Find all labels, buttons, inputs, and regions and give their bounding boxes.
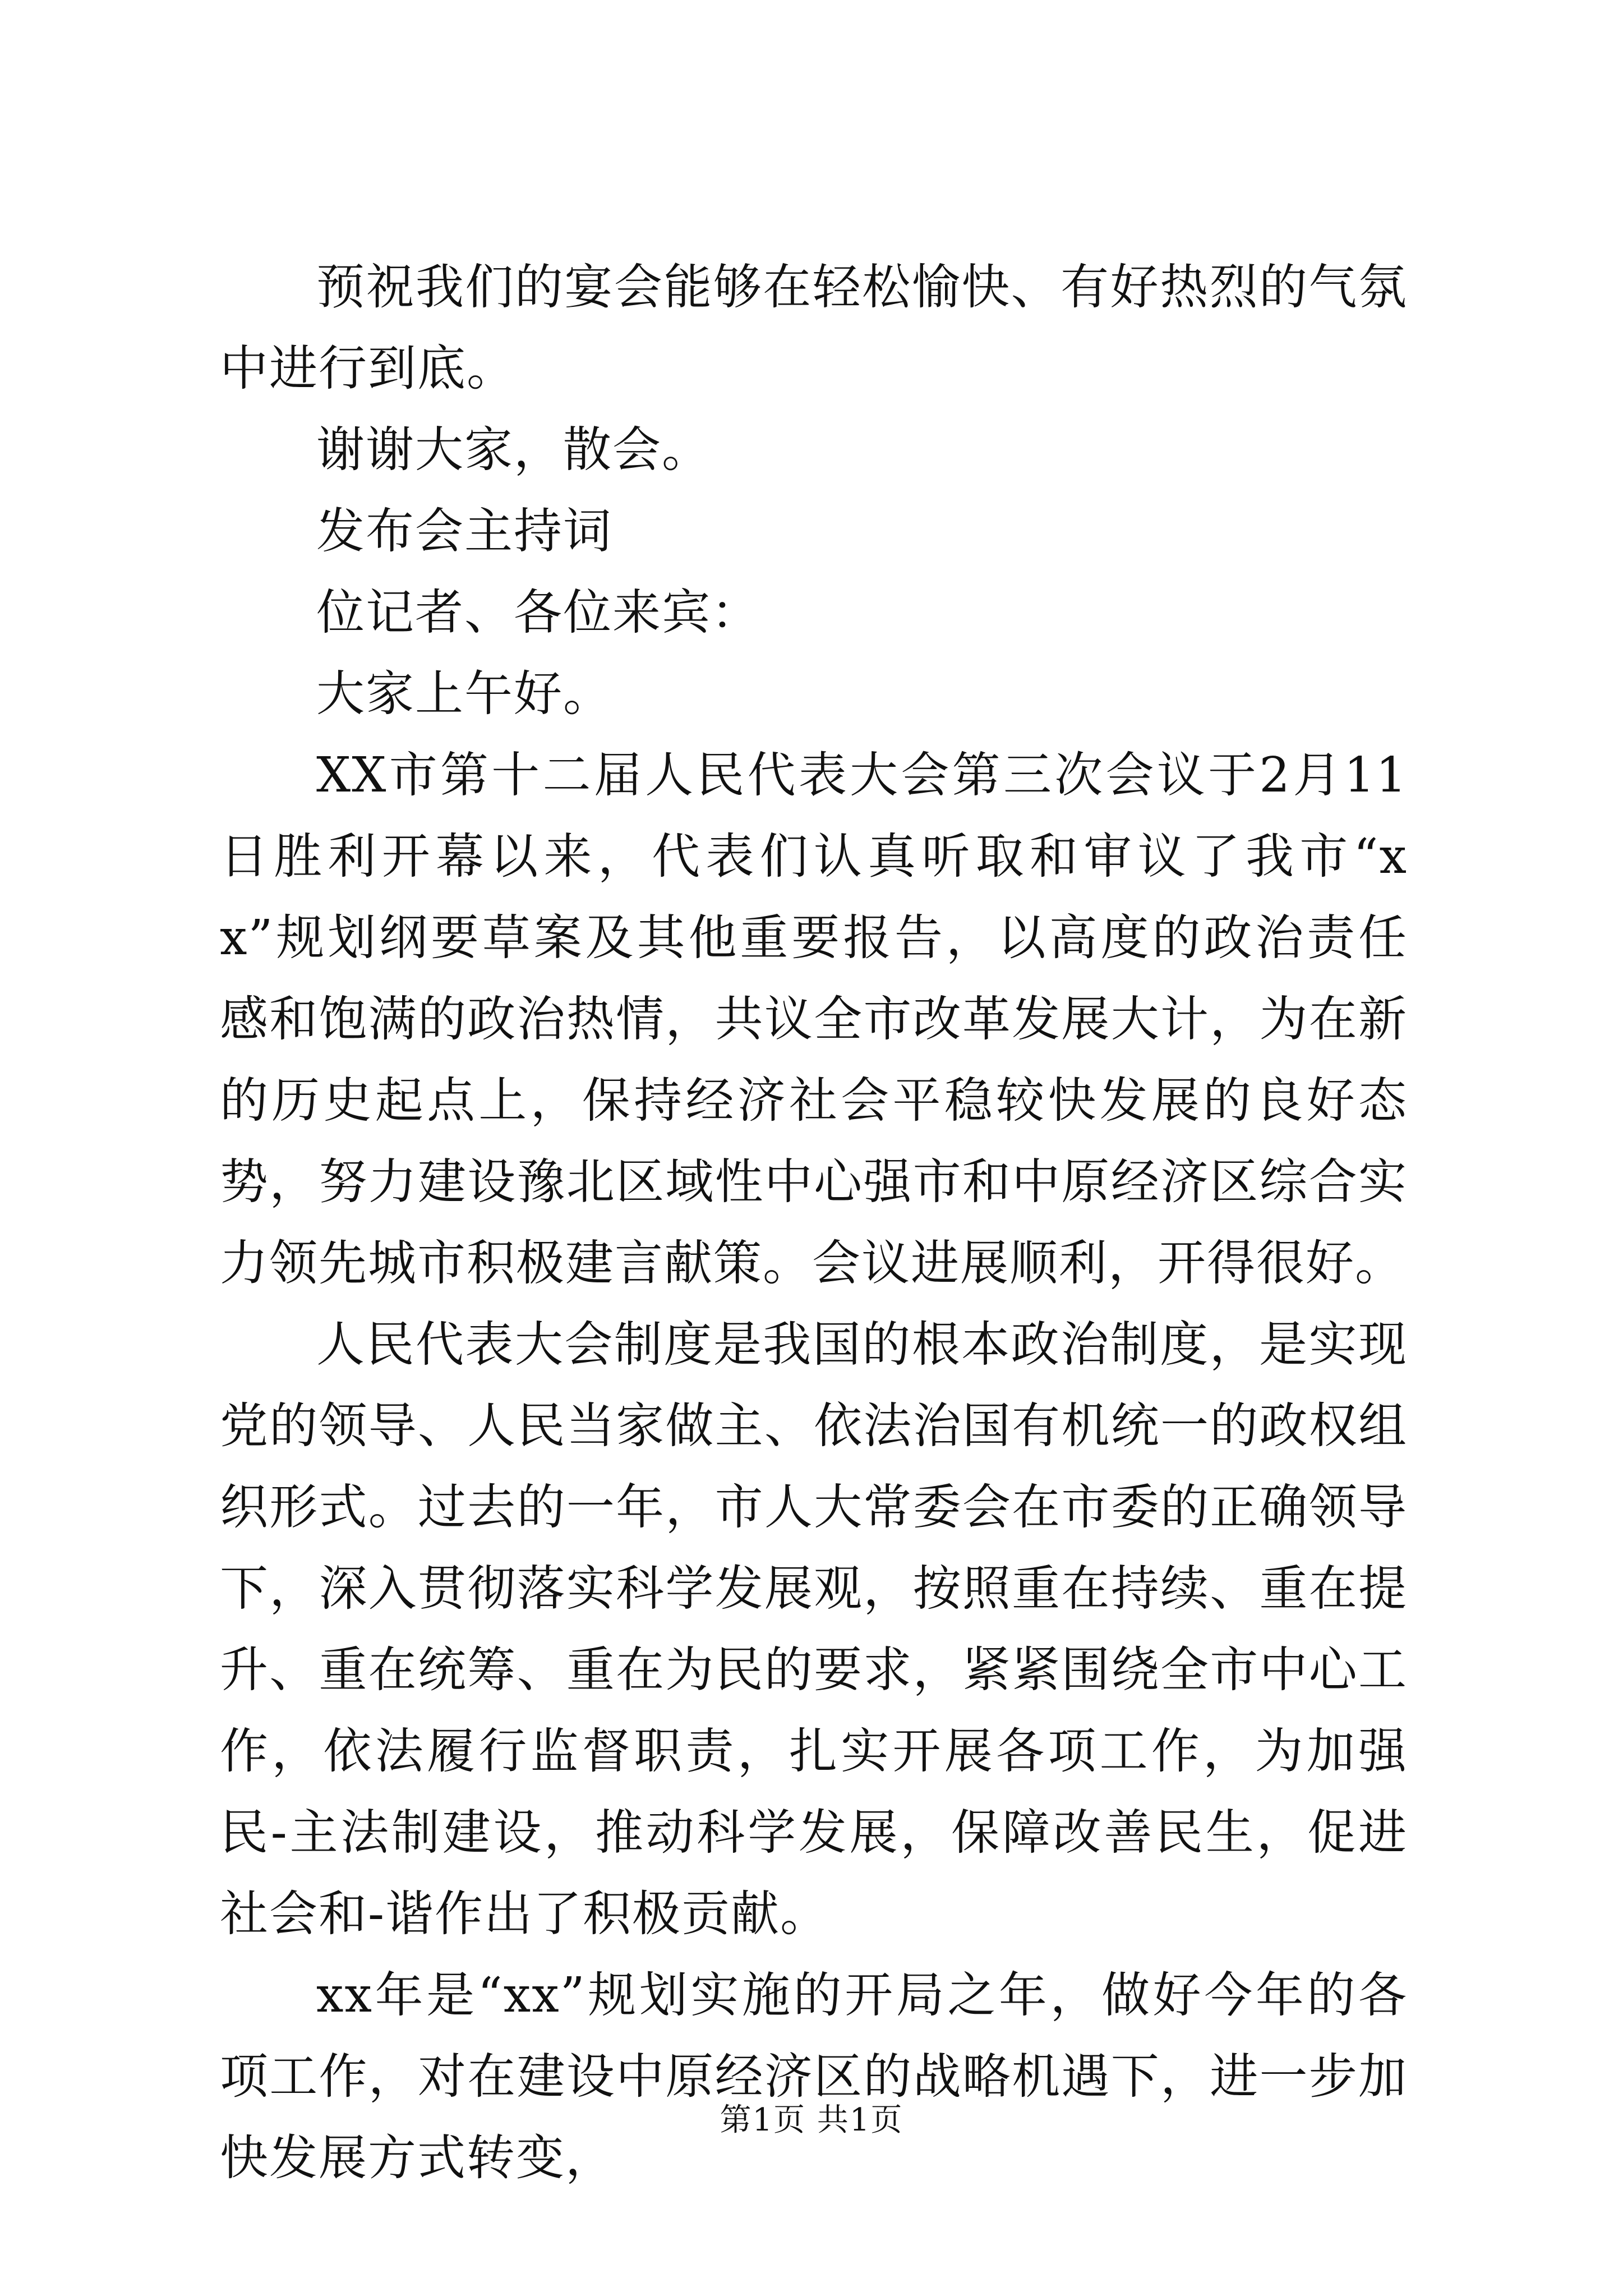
page-footer: 第1页 共1页	[720, 2102, 903, 2138]
paragraph-2: 谢谢大家，散会。	[316, 422, 711, 478]
paragraph-3: 发布会主持词	[316, 503, 612, 559]
paragraph-1: 预祝我们的宴会能够在轻松愉快、有好热烈的气氛中进行到底。	[220, 259, 1408, 397]
paragraph-5: 大家上午好。	[316, 666, 612, 722]
paragraph-4: 位记者、各位来宾：	[316, 585, 760, 641]
document-body	[220, 247, 1408, 2199]
paragraph-7: 人民代表大会制度是我国的根本政治制度，是实现党的领导、人民当家做主、依法治国有机统一的政权组织形式。过去的一年，市人大常委会在市委的正确领导下，深入贯彻落实科学发展观，按照重在持续、重在提升、重在统筹、重在为民的要求，紧紧围绕全市中心工作，依法履行监督职责，扎实开展各项工作，为加强民-主法制建设，推动科学发展，保障改善民生，促进社会和-谐作出了积极贡献。	[220, 1317, 1408, 1942]
paragraph-6: XX市第十二届人民代表大会第三次会议于2月11日胜利开幕以来，代表们认真听取和审议了我市“xx”规划纲要草案及其他重要报告，以高度的政治责任感和饱满的政治热情，共议全市改革发展大计，为在新的历史起点上，保持经济社会平稳较快发展的良好态势，努力建设豫北区域性中心强市和中原经济区综合实力领先城市积极建言献策。会议进展顺利，开得很好。	[220, 747, 1408, 1291]
paragraph-8: xx年是“xx”规划实施的开局之年，做好今年的各项工作，对在建设中原经济区的战略机遇下，进一步加快发展方式转变，	[220, 1967, 1408, 2186]
